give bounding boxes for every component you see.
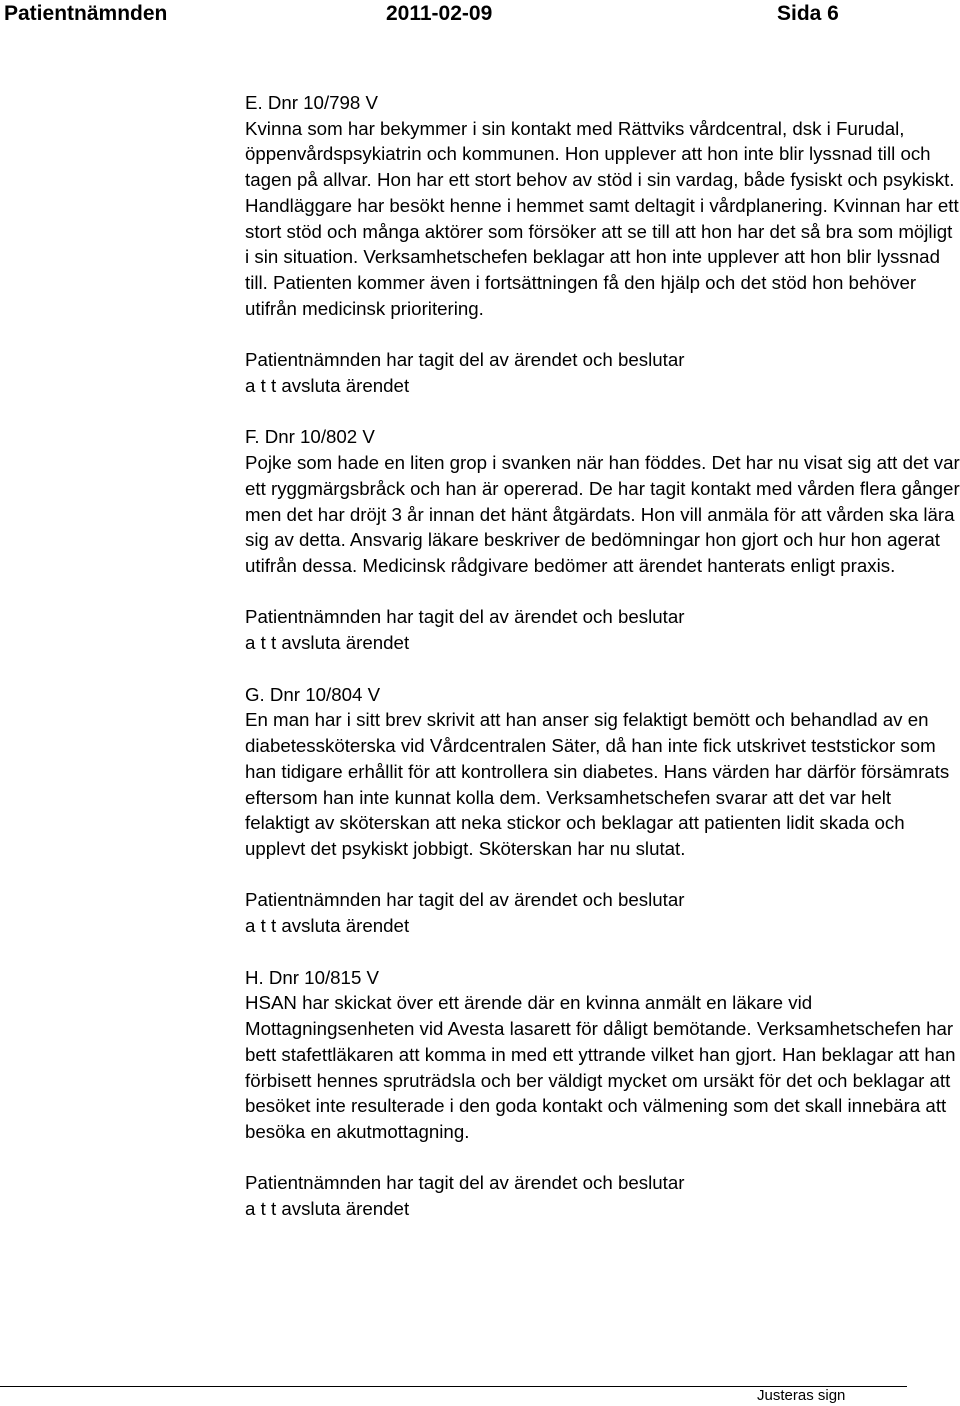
case-f — [245, 424, 960, 655]
case-heading: H. Dnr 10/815 V — [245, 966, 379, 988]
decision-action: a t t avsluta ärendet — [245, 374, 410, 396]
decision-action: a t t avsluta ärendet — [245, 915, 410, 937]
case-decision — [245, 604, 960, 655]
header-title: Patientnämnden — [4, 2, 168, 25]
case-heading: F. Dnr 10/802 V — [245, 426, 375, 448]
case-description: En man har i sitt brev skrivit att han anser sig felaktigt bemött och behandlad av en diabetessköterska vid Vårdcentralen Säter, då han inte fick utskrivet teststickor som han tidigare erhållit för att kontrollera sin diabetes. Hans värden har därför försämrats eftersom han inte kunnat kolla dem. Verksamhetschefen svarar att det var helt felaktigt av sköterskan att neka stickor och beklagar att patienten lidit skada och upplevt det psykiskt jobbigt. Sköterskan har nu slutat. — [245, 709, 950, 859]
document-body — [245, 90, 960, 1248]
decision-statement: Patientnämnden har tagit del av ärendet och beslutar — [245, 1172, 685, 1194]
decision-statement: Patientnämnden har tagit del av ärendet och beslutar — [245, 606, 685, 628]
signature-label: Justeras sign — [757, 1387, 846, 1404]
case-heading: G. Dnr 10/804 V — [245, 683, 381, 705]
page-header — [0, 0, 960, 30]
header-page-number: Sida 6 — [777, 2, 839, 25]
case-g — [245, 682, 960, 939]
decision-action: a t t avsluta ärendet — [245, 1198, 410, 1220]
decision-statement: Patientnämnden har tagit del av ärendet och beslutar — [245, 349, 685, 371]
case-e — [245, 90, 960, 398]
case-description: Kvinna som har bekymmer i sin kontakt med Rättviks vårdcentral, dsk i Furudal, öppenvårdspsykiatrin och kommunen. Hon upplever att hon inte blir lyssnad till och tagen på allvar. Hon har ett stort behov av stöd i sin vardag, både fysiskt och psykiskt. Handläggare har besökt henne i hemmet samt deltagit i vårdplanering. Kvinnan har ett stort stöd och många aktörer som försöker att se till att hon har det så bra som möjligt i sin situation. Verksamhetschefen beklagar att hon inte upplever att hon blir lyssnad till. Patienten kommer även i fortsättningen få den hjälp och det stöd hon behöver utifrån medicinsk prioritering. — [245, 117, 959, 319]
decision-statement: Patientnämnden har tagit del av ärendet och beslutar — [245, 889, 685, 911]
decision-action: a t t avsluta ärendet — [245, 632, 410, 654]
case-heading: E. Dnr 10/798 V — [245, 92, 378, 113]
header-date: 2011-02-09 — [386, 2, 493, 25]
case-decision — [245, 1170, 960, 1221]
case-decision — [245, 347, 960, 398]
case-description: Pojke som hade en liten grop i svanken när han föddes. Det har nu visat sig att det var ett ryggmärgsbråck och han är opererad. De har tagit kontakt med vården flera gånger men det har dröjt 3 år innan det hänt åtgärdats. Hon vill anmäla för att vården ska lära sig av detta. Ansvarig läkare beskriver de bedömningar hon gjort och hur hon agerat utifrån dessa. Medicinsk rådgivare bedömer att ärendet hanterats enligt praxis. — [245, 452, 960, 576]
case-decision — [245, 887, 960, 938]
case-h — [245, 965, 960, 1222]
case-description: HSAN har skickat över ett ärende där en kvinna anmält en läkare vid Mottagningsenheten vid Avesta lasarett för dåligt bemötande. Verksamhetschefen har bett stafettläkaren att komma in med ett yttrande vilket han gjort. Han beklagar att han förbisett hennes spruträdsla och ber väldigt mycket om ursäkt för det och beklagar att besöket inte resulterade i den goda kontakt och välmening som det skall innebära att besöka en akutmottagning. — [245, 992, 956, 1142]
